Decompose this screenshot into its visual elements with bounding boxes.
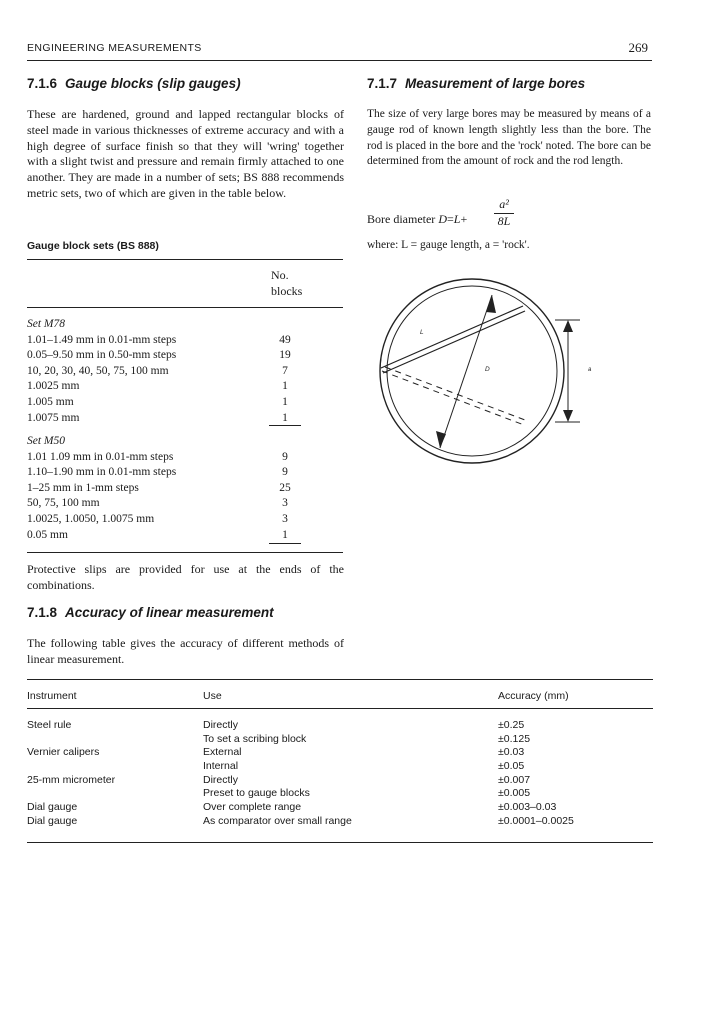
- table-cell: ±0.0001–0.0025: [498, 814, 574, 827]
- set-row: 0.05–9.50 mm in 0.50-mm steps: [27, 349, 177, 362]
- set-row: 1.0075 mm: [27, 411, 80, 424]
- accuracy-table-top-rule: [27, 679, 653, 680]
- table-cell: Vernier calipers: [27, 746, 100, 759]
- accuracy-paragraph: The following table gives the accuracy of different methods of linear measurement.: [27, 636, 344, 666]
- table-cell: Dial gauge: [27, 814, 78, 827]
- gauge-set-m50: [27, 434, 176, 543]
- set-row: 1.0025 mm: [27, 380, 80, 393]
- section-heading-large-bores: [367, 76, 585, 91]
- set-row: 50, 75, 100 mm: [27, 497, 100, 510]
- section-title: Measurement of large bores: [405, 76, 586, 91]
- table-cell: ±0.03: [498, 746, 525, 759]
- section-number: 7.1.7: [367, 76, 398, 91]
- block-count: 3: [282, 512, 288, 525]
- formula-numerator: a²: [499, 197, 509, 211]
- table-cell: As comparator over small range: [203, 814, 352, 827]
- bore-outer-circle: [380, 279, 564, 463]
- gauge-table-top-rule: [27, 259, 343, 260]
- gauge-set-m50-counts: [265, 450, 305, 544]
- table-cell: ±0.05: [498, 760, 525, 773]
- block-count: 25: [279, 481, 291, 494]
- arrowhead-icon: [563, 410, 573, 422]
- rod-length-label: L: [420, 329, 424, 336]
- set-row: 0.05 mm: [27, 528, 68, 541]
- formula-term: L: [453, 212, 461, 226]
- table-cell: [27, 787, 115, 801]
- section-number: 7.1.8: [27, 605, 58, 620]
- section-title: Accuracy of linear measurement: [65, 605, 274, 620]
- gauge-table-bottom-rule: [27, 552, 343, 553]
- set-row: 1.10–1.90 mm in 0.01-mm steps: [27, 466, 177, 479]
- column-header-line2: blocks: [271, 283, 303, 298]
- set-row: 1.005 mm: [27, 395, 74, 408]
- section-heading-gauge-blocks: [27, 76, 241, 91]
- block-count: 9: [282, 450, 288, 463]
- formula-lhs: D: [438, 212, 447, 226]
- block-count: 3: [282, 497, 288, 510]
- protective-slips-note: Protective slips are provided for use at the ends of the combinations.: [27, 562, 344, 592]
- set-row: 1.01 1.09 mm in 0.01-mm steps: [27, 450, 174, 463]
- gauge-set-m78: [27, 317, 176, 426]
- set-name: Set M50: [27, 435, 66, 447]
- section-heading-accuracy: [27, 605, 274, 620]
- formula-label: Bore diameter: [367, 212, 436, 226]
- column-header-accuracy: Accuracy (mm): [498, 690, 569, 702]
- set-row: 1.0025, 1.0050, 1.0075 mm: [27, 512, 155, 525]
- table-cell: Steel rule: [27, 719, 72, 731]
- formula-equals: =: [446, 212, 454, 226]
- table-cell: Over complete range: [203, 801, 302, 814]
- table-cell: Preset to gauge blocks: [203, 787, 310, 800]
- gauge-set-m78-counts: [265, 333, 305, 427]
- gauge-table-caption: Gauge block sets (BS 888): [27, 240, 159, 252]
- block-count: 19: [279, 349, 291, 362]
- header-rule: [27, 60, 652, 61]
- bore-diameter-formula: [367, 197, 667, 231]
- table-cell: ±0.003–0.03: [498, 801, 557, 814]
- column-header-line1: No.: [271, 268, 289, 282]
- set-row: 10, 20, 30, 40, 50, 75, 100 mm: [27, 364, 169, 377]
- subtotal-rule: [269, 543, 301, 544]
- table-cell: Directly: [203, 773, 239, 786]
- block-count: 9: [282, 466, 288, 479]
- set-row: 1–25 mm in 1-mm steps: [27, 481, 139, 494]
- gauge-blocks-paragraph: These are hardened, ground and lapped rectangular blocks of steel made in various thicknesses of extreme accuracy and with a high degree of surface finish so that they will 'wring' together with a slight twist and pressure and remain firmly attached to one another. They are made in a number of sets; BS 888 recommends metric sets, two of which are given in the table below.: [27, 107, 344, 200]
- accuracy-value-column: [498, 719, 574, 829]
- rock-label: a: [588, 367, 592, 373]
- table-cell: Dial gauge: [27, 801, 78, 814]
- large-bores-paragraph: The size of very large bores may be measured by means of a gauge rod of known length slightly less than the bore. The rod is placed in the bore and the 'rock' noted. The bore can be determined from the amount of rock and the rod length.: [367, 108, 651, 168]
- column-header-use: Use: [203, 690, 222, 702]
- table-cell: External: [203, 746, 242, 759]
- table-cell: Internal: [203, 760, 239, 773]
- table-cell: ±0.005: [498, 787, 531, 800]
- column-header-instrument: Instrument: [27, 690, 77, 702]
- table-cell: 25-mm micrometer: [27, 773, 116, 786]
- running-head: ENGINEERING MEASUREMENTS: [27, 42, 202, 54]
- table-cell: [27, 760, 115, 774]
- set-row: 1.01–1.49 mm in 0.01-mm steps: [27, 333, 177, 346]
- subtotal-rule: [269, 425, 301, 426]
- table-cell: [27, 733, 115, 747]
- accuracy-table-header-rule: [27, 708, 653, 709]
- large-bore-diagram: [360, 270, 600, 465]
- accuracy-instrument-column: [27, 719, 115, 829]
- accuracy-table-bottom-rule: [27, 842, 653, 843]
- table-cell: To set a scribing block: [203, 732, 307, 745]
- table-cell: Directly: [203, 719, 239, 731]
- arrowhead-icon: [563, 320, 573, 332]
- block-count: 49: [279, 333, 291, 346]
- table-cell: ±0.25: [498, 719, 525, 731]
- accuracy-use-column: [203, 719, 352, 829]
- table-cell: ±0.125: [498, 732, 531, 745]
- rocked-rod-dashed-line: [385, 367, 525, 420]
- block-count: 1: [282, 395, 288, 408]
- diameter-label: D: [485, 366, 490, 373]
- rocked-rod-dashed-line: [382, 371, 524, 425]
- section-title: Gauge blocks (slip gauges): [65, 76, 241, 91]
- set-name: Set M78: [27, 318, 66, 330]
- gauge-rod-line: [381, 306, 523, 368]
- section-number: 7.1.6: [27, 76, 58, 91]
- block-count: 1: [282, 528, 288, 541]
- block-count: 1: [282, 380, 288, 393]
- page-number: 269: [628, 40, 648, 55]
- gauge-table-header-rule: [27, 307, 343, 308]
- gauge-table-column-header: [271, 268, 302, 299]
- formula-plus: +: [460, 212, 468, 226]
- formula-denominator: 8L: [497, 214, 511, 228]
- where-definitions: where: L = gauge length, a = 'rock'.: [367, 239, 530, 251]
- block-count: 1: [282, 411, 288, 424]
- block-count: 7: [282, 364, 288, 377]
- bore-inner-circle: [387, 286, 557, 456]
- table-cell: ±0.007: [498, 773, 531, 786]
